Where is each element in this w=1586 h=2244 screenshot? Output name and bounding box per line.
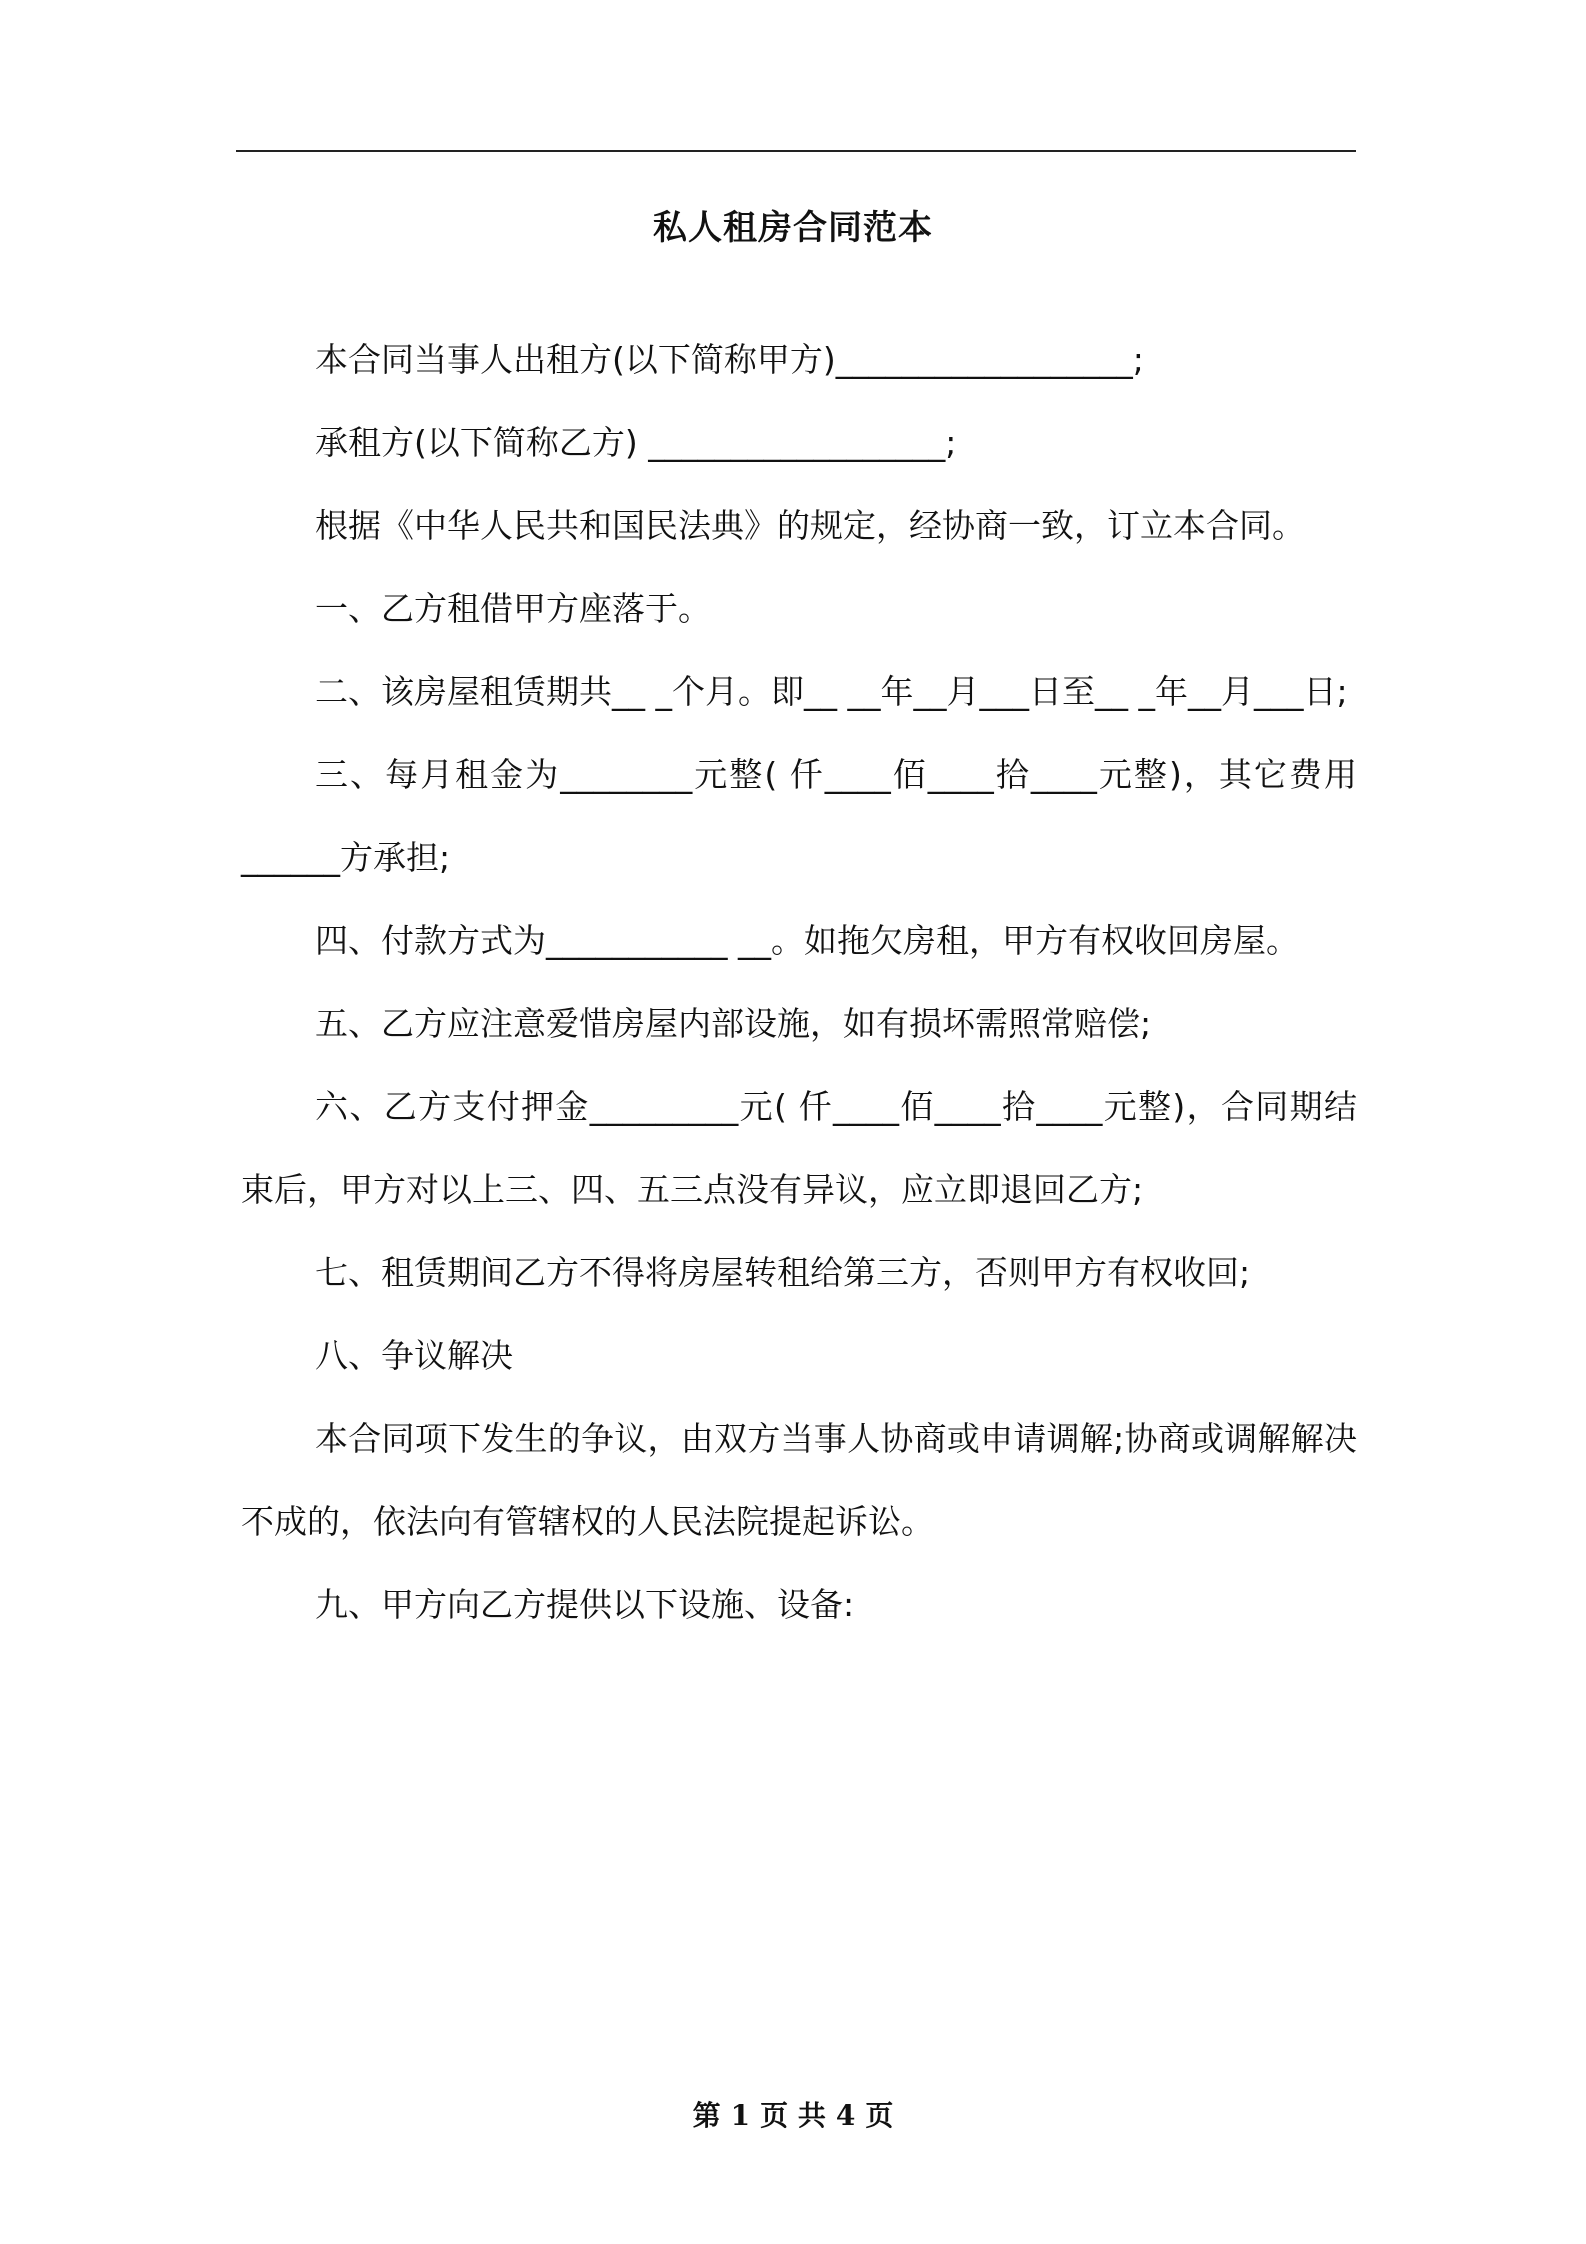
clause-5-maintenance: 五、乙方应注意爱惜房屋内部设施，如有损坏需照常赔偿; [315,1004,1152,1043]
document-body [241,318,1357,1646]
clause-1-location: 一、乙方租借甲方座落于。 [315,589,711,628]
header-rule [236,150,1356,152]
clause-7-sublet: 七、租赁期间乙方不得将房屋转租给第三方，否则甲方有权收回; [315,1253,1251,1292]
clause-8-heading: 八、争议解决 [315,1336,513,1375]
clause-4-payment: 四、付款方式为___________ __。如拖欠房租，甲方有权收回房屋。 [315,921,1299,960]
footer-prefix: 第 [692,2099,721,2132]
footer-page-number: 1 [730,2099,751,2132]
footer-suffix: 页 [865,2099,894,2132]
page-footer [0,2096,1586,2136]
footer-middle: 页 共 [760,2099,826,2132]
footer-total-pages: 4 [835,2099,856,2132]
paragraph-lessee: 承租方(以下简称乙方) __________________; [315,423,957,462]
clause-8-dispute: 本合同项下发生的争议，由双方当事人协商或申请调解;协商或调解解决不成的，依法向有管辖权的人民法院提起诉讼。 [241,1419,1357,1541]
clause-9-facilities: 九、甲方向乙方提供以下设施、设备: [315,1585,855,1624]
clause-3-rent: 三、每月租金为________元整( 仟____佰____拾____元整)，其它费用______方承担; [241,755,1357,877]
clause-2-term: 二、该房屋租赁期共__ _个月。即__ __年__月___日至__ _年__月___日; [315,672,1348,711]
paragraph-legal-basis: 根据《中华人民共和国民法典》的规定，经协商一致，订立本合同。 [315,506,1305,545]
paragraph-lessor: 本合同当事人出租方(以下简称甲方)__________________; [315,340,1144,379]
clause-6-deposit: 六、乙方支付押金_________元( 仟____佰____拾____元整)，合同期结束后，甲方对以上三、四、五三点没有异议，应立即退回乙方; [241,1087,1357,1209]
document-title: 私人租房合同范本 [653,208,933,248]
